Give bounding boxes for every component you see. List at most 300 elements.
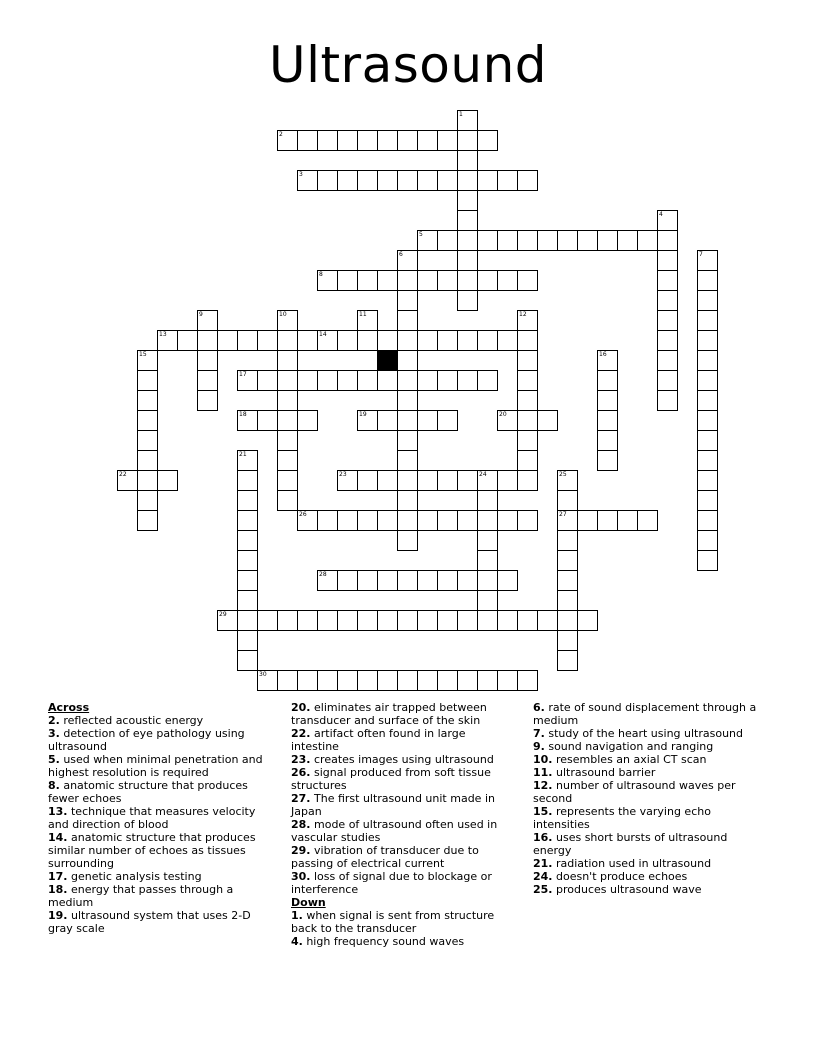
clue-number: 29	[219, 611, 227, 618]
clue	[533, 727, 758, 740]
grid-cell[interactable]	[657, 250, 678, 271]
grid-cell[interactable]	[697, 550, 718, 571]
grid-cell[interactable]	[357, 670, 378, 691]
grid-cell[interactable]	[397, 370, 418, 391]
grid-cell[interactable]	[397, 250, 418, 271]
clue	[48, 714, 276, 727]
grid-cell[interactable]	[557, 550, 578, 571]
clue-text: artifact often found in large intestine	[291, 727, 466, 753]
grid-cell[interactable]	[697, 310, 718, 331]
grid-cell[interactable]	[337, 130, 358, 151]
grid-cell[interactable]	[137, 410, 158, 431]
grid-cell[interactable]	[697, 350, 718, 371]
grid-cell[interactable]	[197, 350, 218, 371]
grid-cell[interactable]	[537, 230, 558, 251]
grid-cell[interactable]	[477, 230, 498, 251]
grid-cell[interactable]	[517, 670, 538, 691]
grid-cell[interactable]	[597, 370, 618, 391]
grid-cell[interactable]	[337, 570, 358, 591]
grid-cell[interactable]	[397, 350, 418, 371]
grid-cell[interactable]	[697, 530, 718, 551]
grid-cell[interactable]	[357, 170, 378, 191]
grid-cell[interactable]	[137, 490, 158, 511]
grid-cell[interactable]	[297, 330, 318, 351]
grid-cell[interactable]	[557, 610, 578, 631]
clue-number: 19	[359, 411, 367, 418]
grid-cell[interactable]	[317, 610, 338, 631]
grid-cell[interactable]	[457, 370, 478, 391]
grid-cell[interactable]	[557, 630, 578, 651]
grid-cell[interactable]	[457, 190, 478, 211]
grid-cell[interactable]	[337, 370, 358, 391]
grid-cell[interactable]	[377, 570, 398, 591]
grid-cell[interactable]	[417, 570, 438, 591]
clue-number: 6	[399, 251, 403, 258]
grid-cell[interactable]	[517, 470, 538, 491]
grid-cell[interactable]	[517, 230, 538, 251]
clue-number-label: 2.	[48, 714, 60, 727]
grid-cell[interactable]	[437, 570, 458, 591]
grid-cell[interactable]	[237, 590, 258, 611]
grid-cell[interactable]	[657, 270, 678, 291]
grid-cell[interactable]	[457, 610, 478, 631]
grid-cell[interactable]	[277, 310, 298, 331]
grid-cell[interactable]	[397, 490, 418, 511]
clues-column-3	[533, 701, 758, 896]
grid-cell[interactable]	[657, 290, 678, 311]
grid-cell[interactable]	[397, 390, 418, 411]
grid-cell[interactable]	[497, 610, 518, 631]
grid-cell[interactable]	[277, 610, 298, 631]
clue-number-label: 11.	[533, 766, 553, 779]
grid-cell[interactable]	[217, 610, 238, 631]
grid-cell[interactable]	[177, 330, 198, 351]
grid-cell[interactable]	[357, 470, 378, 491]
grid-cell[interactable]	[457, 290, 478, 311]
grid-cell[interactable]	[457, 670, 478, 691]
grid-cell[interactable]	[437, 230, 458, 251]
grid-cell[interactable]	[517, 450, 538, 471]
grid-cell[interactable]	[317, 130, 338, 151]
clue-number-label: 27.	[291, 792, 311, 805]
grid-cell[interactable]	[277, 450, 298, 471]
grid-cell[interactable]	[297, 510, 318, 531]
grid-cell[interactable]	[397, 330, 418, 351]
grid-cell[interactable]	[377, 470, 398, 491]
grid-cell[interactable]	[537, 410, 558, 431]
grid-cell[interactable]	[477, 330, 498, 351]
grid-cell[interactable]	[597, 410, 618, 431]
down-heading: Down	[291, 896, 326, 909]
grid-cell[interactable]	[377, 510, 398, 531]
grid-cell[interactable]	[357, 330, 378, 351]
grid-cell[interactable]	[397, 450, 418, 471]
clue	[533, 740, 758, 753]
grid-cell[interactable]	[217, 330, 238, 351]
grid-cell[interactable]	[457, 210, 478, 231]
clue-number-label: 20.	[291, 701, 311, 714]
grid-cell[interactable]	[517, 370, 538, 391]
grid-cell[interactable]	[477, 130, 498, 151]
grid-cell[interactable]	[557, 650, 578, 671]
grid-cell[interactable]	[237, 330, 258, 351]
grid-cell[interactable]	[597, 430, 618, 451]
clue-number-label: 29.	[291, 844, 311, 857]
grid-cell[interactable]	[417, 270, 438, 291]
grid-cell[interactable]	[417, 230, 438, 251]
grid-cell[interactable]	[417, 410, 438, 431]
grid-cell[interactable]	[457, 570, 478, 591]
grid-cell[interactable]	[137, 370, 158, 391]
grid-cell[interactable]	[577, 610, 598, 631]
clue-number: 9	[199, 311, 203, 318]
grid-cell[interactable]	[657, 210, 678, 231]
grid-cell[interactable]	[417, 170, 438, 191]
grid-cell[interactable]	[237, 570, 258, 591]
grid-cell[interactable]	[597, 350, 618, 371]
grid-cell[interactable]	[637, 230, 658, 251]
grid-cell[interactable]	[397, 170, 418, 191]
grid-cell[interactable]	[157, 470, 178, 491]
grid-cell[interactable]	[497, 270, 518, 291]
grid-cell[interactable]	[657, 330, 678, 351]
grid-cell[interactable]	[237, 510, 258, 531]
grid-cell[interactable]	[577, 230, 598, 251]
clue-text: rate of sound displacement through a medium	[533, 701, 757, 727]
grid-cell[interactable]	[197, 390, 218, 411]
clue-text: resembles an axial CT scan	[552, 753, 707, 766]
clue-number-label: 17.	[48, 870, 68, 883]
clue-number-label: 9.	[533, 740, 545, 753]
grid-cell[interactable]	[377, 410, 398, 431]
grid-cell[interactable]	[557, 590, 578, 611]
grid-cell[interactable]	[517, 310, 538, 331]
grid-cell[interactable]	[657, 390, 678, 411]
grid-cell[interactable]	[337, 330, 358, 351]
grid-cell[interactable]	[457, 510, 478, 531]
clue	[291, 818, 511, 844]
clue-number-label: 19.	[48, 909, 68, 922]
grid-cell[interactable]	[697, 370, 718, 391]
grid-cell[interactable]	[237, 450, 258, 471]
grid-cell[interactable]	[237, 550, 258, 571]
clue-text: signal produced from soft tissue structures	[291, 766, 491, 792]
grid-cell[interactable]	[377, 330, 398, 351]
grid-cell[interactable]	[137, 450, 158, 471]
grid-cell[interactable]	[477, 590, 498, 611]
grid-cell[interactable]	[137, 390, 158, 411]
grid-cell[interactable]	[457, 130, 478, 151]
across-heading: Across	[48, 701, 90, 714]
clue	[48, 870, 276, 883]
grid-cell[interactable]	[557, 470, 578, 491]
grid-cell[interactable]	[257, 410, 278, 431]
grid-cell[interactable]	[317, 510, 338, 531]
grid-cell[interactable]	[437, 470, 458, 491]
grid-cell[interactable]	[377, 610, 398, 631]
grid-cell[interactable]	[457, 270, 478, 291]
clue	[291, 870, 511, 896]
clue-number: 17	[239, 371, 247, 378]
grid-cell[interactable]	[417, 670, 438, 691]
clue-number-label: 14.	[48, 831, 68, 844]
grid-cell[interactable]	[457, 110, 478, 131]
grid-cell[interactable]	[637, 510, 658, 531]
grid-cell[interactable]	[417, 510, 438, 531]
grid-cell[interactable]	[477, 530, 498, 551]
grid-cell[interactable]	[397, 130, 418, 151]
grid-cell[interactable]	[237, 370, 258, 391]
grid-cell[interactable]	[437, 270, 458, 291]
grid-cell[interactable]	[477, 490, 498, 511]
grid-cell[interactable]	[257, 330, 278, 351]
grid-cell[interactable]	[437, 170, 458, 191]
grid-cell[interactable]	[657, 310, 678, 331]
clue-number-label: 5.	[48, 753, 60, 766]
grid-cell[interactable]	[597, 510, 618, 531]
clues-column-2	[291, 701, 511, 948]
grid-cell[interactable]	[477, 270, 498, 291]
grid-cell[interactable]	[697, 330, 718, 351]
grid-cell[interactable]	[437, 670, 458, 691]
grid-cell[interactable]	[317, 330, 338, 351]
grid-cell[interactable]	[197, 370, 218, 391]
grid-cell[interactable]	[277, 430, 298, 451]
grid-cell[interactable]	[417, 330, 438, 351]
grid-cell[interactable]	[337, 170, 358, 191]
grid-cell[interactable]	[497, 170, 518, 191]
grid-cell[interactable]	[397, 530, 418, 551]
grid-cell[interactable]	[557, 490, 578, 511]
grid-cell[interactable]	[277, 330, 298, 351]
grid-cell[interactable]	[497, 410, 518, 431]
grid-cell[interactable]	[197, 310, 218, 331]
grid-cell[interactable]	[117, 470, 138, 491]
grid-cell[interactable]	[657, 350, 678, 371]
grid-cell[interactable]	[697, 410, 718, 431]
grid-cell[interactable]	[417, 610, 438, 631]
grid-cell[interactable]	[277, 470, 298, 491]
clue-number-label: 18.	[48, 883, 68, 896]
grid-cell[interactable]	[397, 410, 418, 431]
grid-cell[interactable]	[377, 170, 398, 191]
grid-cell[interactable]	[357, 270, 378, 291]
grid-cell[interactable]	[317, 370, 338, 391]
grid-cell[interactable]	[337, 670, 358, 691]
grid-cell[interactable]	[437, 330, 458, 351]
grid-cell[interactable]	[237, 630, 258, 651]
clue-number: 23	[339, 471, 347, 478]
grid-cell[interactable]	[317, 670, 338, 691]
grid-cell[interactable]	[357, 410, 378, 431]
grid-cell[interactable]	[437, 130, 458, 151]
grid-cell[interactable]	[317, 570, 338, 591]
grid-cell[interactable]	[417, 130, 438, 151]
grid-cell[interactable]	[497, 470, 518, 491]
grid-cell[interactable]	[697, 390, 718, 411]
grid-cell[interactable]	[557, 570, 578, 591]
grid-cell[interactable]	[697, 430, 718, 451]
clue	[291, 909, 511, 935]
grid-cell[interactable]	[517, 350, 538, 371]
grid-cell[interactable]	[457, 470, 478, 491]
grid-cell[interactable]	[477, 570, 498, 591]
grid-cell[interactable]	[517, 270, 538, 291]
grid-cell[interactable]	[697, 510, 718, 531]
grid-cell[interactable]	[577, 510, 598, 531]
grid-cell[interactable]	[477, 610, 498, 631]
grid-cell[interactable]	[237, 470, 258, 491]
grid-cell[interactable]	[357, 370, 378, 391]
grid-cell[interactable]	[237, 650, 258, 671]
grid-cell[interactable]	[497, 670, 518, 691]
grid-cell[interactable]	[497, 230, 518, 251]
grid-cell[interactable]	[417, 370, 438, 391]
grid-cell[interactable]	[457, 250, 478, 271]
grid-cell[interactable]	[397, 290, 418, 311]
grid-cell[interactable]	[137, 430, 158, 451]
grid-cell[interactable]	[317, 170, 338, 191]
grid-cell[interactable]	[697, 470, 718, 491]
grid-cell[interactable]	[297, 370, 318, 391]
grid-cell[interactable]	[297, 130, 318, 151]
grid-cell[interactable]	[397, 310, 418, 331]
grid-cell[interactable]	[277, 370, 298, 391]
grid-cell[interactable]	[437, 510, 458, 531]
grid-cell[interactable]	[297, 410, 318, 431]
grid-cell[interactable]	[477, 510, 498, 531]
grid-cell[interactable]	[557, 530, 578, 551]
grid-cell[interactable]	[697, 450, 718, 471]
grid-cell[interactable]	[277, 490, 298, 511]
grid-cell[interactable]	[557, 510, 578, 531]
grid-cell[interactable]	[457, 150, 478, 171]
grid-cell[interactable]	[277, 130, 298, 151]
grid-cell[interactable]	[457, 330, 478, 351]
grid-cell[interactable]	[297, 610, 318, 631]
grid-cell[interactable]	[237, 530, 258, 551]
grid-cell[interactable]	[697, 270, 718, 291]
grid-cell[interactable]	[357, 610, 378, 631]
grid-cell[interactable]	[457, 170, 478, 191]
grid-cell[interactable]	[537, 610, 558, 631]
grid-cell[interactable]	[337, 470, 358, 491]
grid-cell[interactable]	[457, 230, 478, 251]
grid-cell[interactable]	[517, 390, 538, 411]
clue-number-label: 28.	[291, 818, 311, 831]
grid-cell[interactable]	[477, 170, 498, 191]
grid-cell[interactable]	[337, 270, 358, 291]
grid-cell[interactable]	[397, 430, 418, 451]
grid-cell[interactable]	[697, 490, 718, 511]
grid-cell[interactable]	[417, 470, 438, 491]
grid-cell[interactable]	[257, 370, 278, 391]
grid-cell[interactable]	[397, 510, 418, 531]
grid-cell[interactable]	[137, 350, 158, 371]
clue-number-label: 3.	[48, 727, 60, 740]
grid-cell[interactable]	[517, 510, 538, 531]
grid-cell[interactable]	[477, 670, 498, 691]
grid-cell[interactable]	[357, 310, 378, 331]
grid-cell[interactable]	[397, 570, 418, 591]
grid-cell[interactable]	[337, 510, 358, 531]
grid-cell[interactable]	[477, 370, 498, 391]
clue-number: 13	[159, 331, 167, 338]
grid-cell[interactable]	[517, 610, 538, 631]
grid-cell[interactable]	[357, 570, 378, 591]
clue	[533, 831, 758, 857]
grid-cell[interactable]	[597, 450, 618, 471]
grid-cell[interactable]	[137, 510, 158, 531]
grid-cell[interactable]	[497, 510, 518, 531]
grid-cell[interactable]	[397, 270, 418, 291]
grid-cell[interactable]	[517, 410, 538, 431]
grid-cell[interactable]	[437, 370, 458, 391]
grid-cell[interactable]	[377, 270, 398, 291]
grid-cell[interactable]	[377, 370, 398, 391]
grid-cell[interactable]	[357, 510, 378, 531]
grid-cell[interactable]	[397, 670, 418, 691]
grid-cell[interactable]	[237, 490, 258, 511]
grid-cell[interactable]	[497, 570, 518, 591]
grid-cell[interactable]	[477, 550, 498, 571]
clue	[533, 805, 758, 831]
grid-cell[interactable]	[277, 670, 298, 691]
grid-cell[interactable]	[137, 470, 158, 491]
grid-cell[interactable]	[657, 230, 678, 251]
clue-text: represents the varying echo intensities	[533, 805, 711, 831]
grid-cell[interactable]	[297, 670, 318, 691]
grid-cell[interactable]	[597, 230, 618, 251]
grid-cell[interactable]	[617, 510, 638, 531]
grid-cell[interactable]	[237, 610, 258, 631]
clue	[48, 805, 276, 831]
grid-cell[interactable]	[197, 330, 218, 351]
grid-cell[interactable]	[277, 350, 298, 371]
grid-cell[interactable]	[617, 230, 638, 251]
clue	[533, 766, 758, 779]
grid-cell[interactable]	[357, 130, 378, 151]
grid-cell[interactable]	[437, 410, 458, 431]
grid-cell[interactable]	[517, 170, 538, 191]
clue-number-label: 25.	[533, 883, 553, 896]
grid-cell[interactable]	[317, 270, 338, 291]
grid-cell[interactable]	[397, 470, 418, 491]
grid-cell[interactable]	[557, 230, 578, 251]
grid-cell[interactable]	[437, 610, 458, 631]
grid-cell[interactable]	[377, 130, 398, 151]
grid-cell[interactable]	[377, 670, 398, 691]
grid-cell[interactable]	[257, 610, 278, 631]
grid-cell[interactable]	[337, 610, 358, 631]
clue-number: 4	[659, 211, 663, 218]
grid-cell[interactable]	[697, 250, 718, 271]
grid-cell[interactable]	[297, 170, 318, 191]
grid-cell[interactable]	[237, 410, 258, 431]
grid-cell[interactable]	[597, 390, 618, 411]
grid-cell[interactable]	[277, 390, 298, 411]
grid-cell[interactable]	[257, 670, 278, 691]
grid-cell[interactable]	[517, 430, 538, 451]
grid-cell[interactable]	[497, 330, 518, 351]
grid-cell[interactable]	[397, 610, 418, 631]
grid-cell[interactable]	[277, 410, 298, 431]
grid-cell[interactable]	[657, 370, 678, 391]
grid-cell[interactable]	[157, 330, 178, 351]
grid-cell[interactable]	[477, 470, 498, 491]
grid-cell[interactable]	[517, 330, 538, 351]
grid-cell[interactable]	[697, 290, 718, 311]
